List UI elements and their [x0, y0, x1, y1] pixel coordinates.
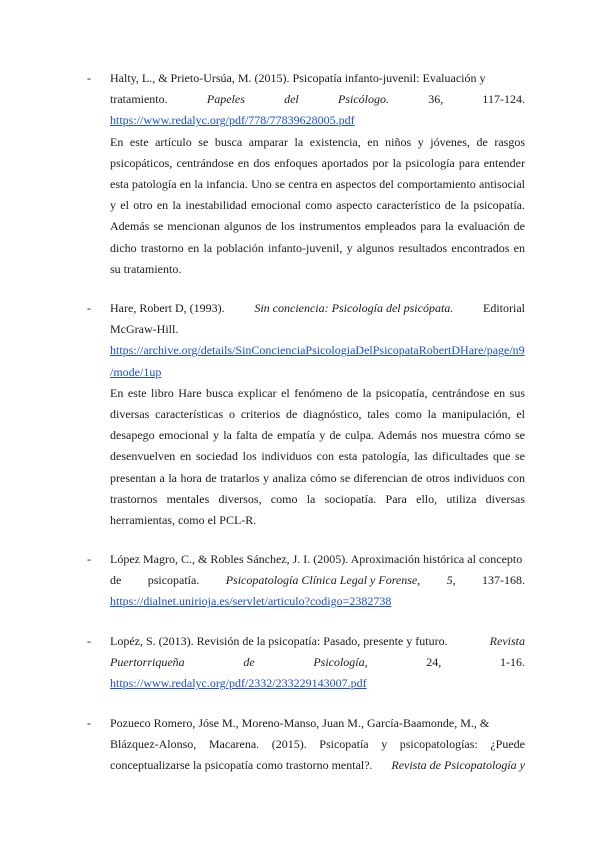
list-dash: -	[87, 716, 91, 730]
reference-lopez	[87, 631, 525, 695]
citation-line: Puertorriqueña de Psicología, 24, 1-16.	[110, 655, 525, 670]
citation-line: López Magro, C., & Robles Sánchez, J. I. (2005). Aproximación histórica al concepto	[110, 552, 523, 566]
reference-hare	[87, 298, 525, 531]
summary-paragraph: En este libro Hare busca explicar el fenómeno de la psicopatía, centrándose en sus diversas características o criterios de diagnóstico, tales como la manipulación, el desapego emocional y la falta de empatía y de culpa. Además nos muestra cómo se desenvuelven en sociedad los individuos con esta patología, las dificultades que se presentan a la hora de tratarlos y analiza cómo se diferencian de otros individuos con trastornos mentales diversos, como la sociopatía. Para ello, utiliza diversas herramientas, como el PCL-R.	[110, 385, 525, 528]
list-dash: -	[87, 71, 91, 85]
reference-pozueco	[87, 713, 525, 777]
reference-link[interactable]: https://dialnet.unirioja.es/servlet/articulo?codigo=2382738	[110, 594, 392, 609]
citation-line: de psicopatía. Psicopatología Clínica Legal y Forense, 5, 137-168.	[110, 573, 525, 588]
reference-link-continued[interactable]: /mode/1up	[110, 364, 162, 379]
citation-line: Pozueco Romero, Jóse M., Moreno-Manso, Juan M., García-Baamonde, M., &	[110, 716, 490, 730]
list-dash: -	[87, 552, 91, 566]
citation-line: Lopéz, S. (2013). Revisión de la psicopatía: Pasado, presente y futuro. Revista	[110, 634, 525, 648]
citation-line: Hare, Robert D, (1993). Sin conciencia: Psicología del psicópata. Editorial	[110, 301, 525, 315]
reference-lopez-magro	[87, 549, 525, 613]
reference-link[interactable]: https://archive.org/details/SinConcienciaPsicologiaDelPsicopataRobertDHare/page/n9	[110, 343, 525, 358]
reference-link[interactable]: https://www.redalyc.org/pdf/2332/233229143007.pdf	[110, 676, 367, 691]
list-dash: -	[87, 301, 91, 315]
citation-line: Blázquez-Alonso, Macarena. (2015). Psicopatía y psicopatologías: ¿Puede	[110, 737, 525, 752]
citation-line: McGraw-Hill.	[110, 322, 179, 337]
citation-line: Halty, L., & Prieto-Ursúa, M. (2015). Psicopatía infanto-juvenil: Evaluación y	[110, 71, 486, 85]
list-dash: -	[87, 634, 91, 648]
citation-line: tratamiento. Papeles del Psicólogo. 36, 117-124.	[110, 92, 525, 107]
reference-halty	[87, 68, 525, 280]
summary-paragraph: En este artículo se busca amparar la existencia, en niños y jóvenes, de rasgos psicopáticos, centrándose en dos enfoques aportados por la psicología para entender esta patología en la infancia. Uno se centra en aspectos del comportamiento antisocial y el otro en la inestabilidad emocional como aspecto característico de la psicopatía. Además se mencionan algunos de los instrumentos empleados para la evaluación de dicho trastorno en la población infanto-juvenil, y algunos resultados encontrados en su tratamiento.	[110, 134, 525, 276]
citation-line: conceptualizarse la psicopatía como trastorno mental?. Revista de Psicopatología y	[110, 758, 525, 773]
reference-link[interactable]: https://www.redalyc.org/pdf/778/77839628005.pdf	[110, 113, 355, 128]
